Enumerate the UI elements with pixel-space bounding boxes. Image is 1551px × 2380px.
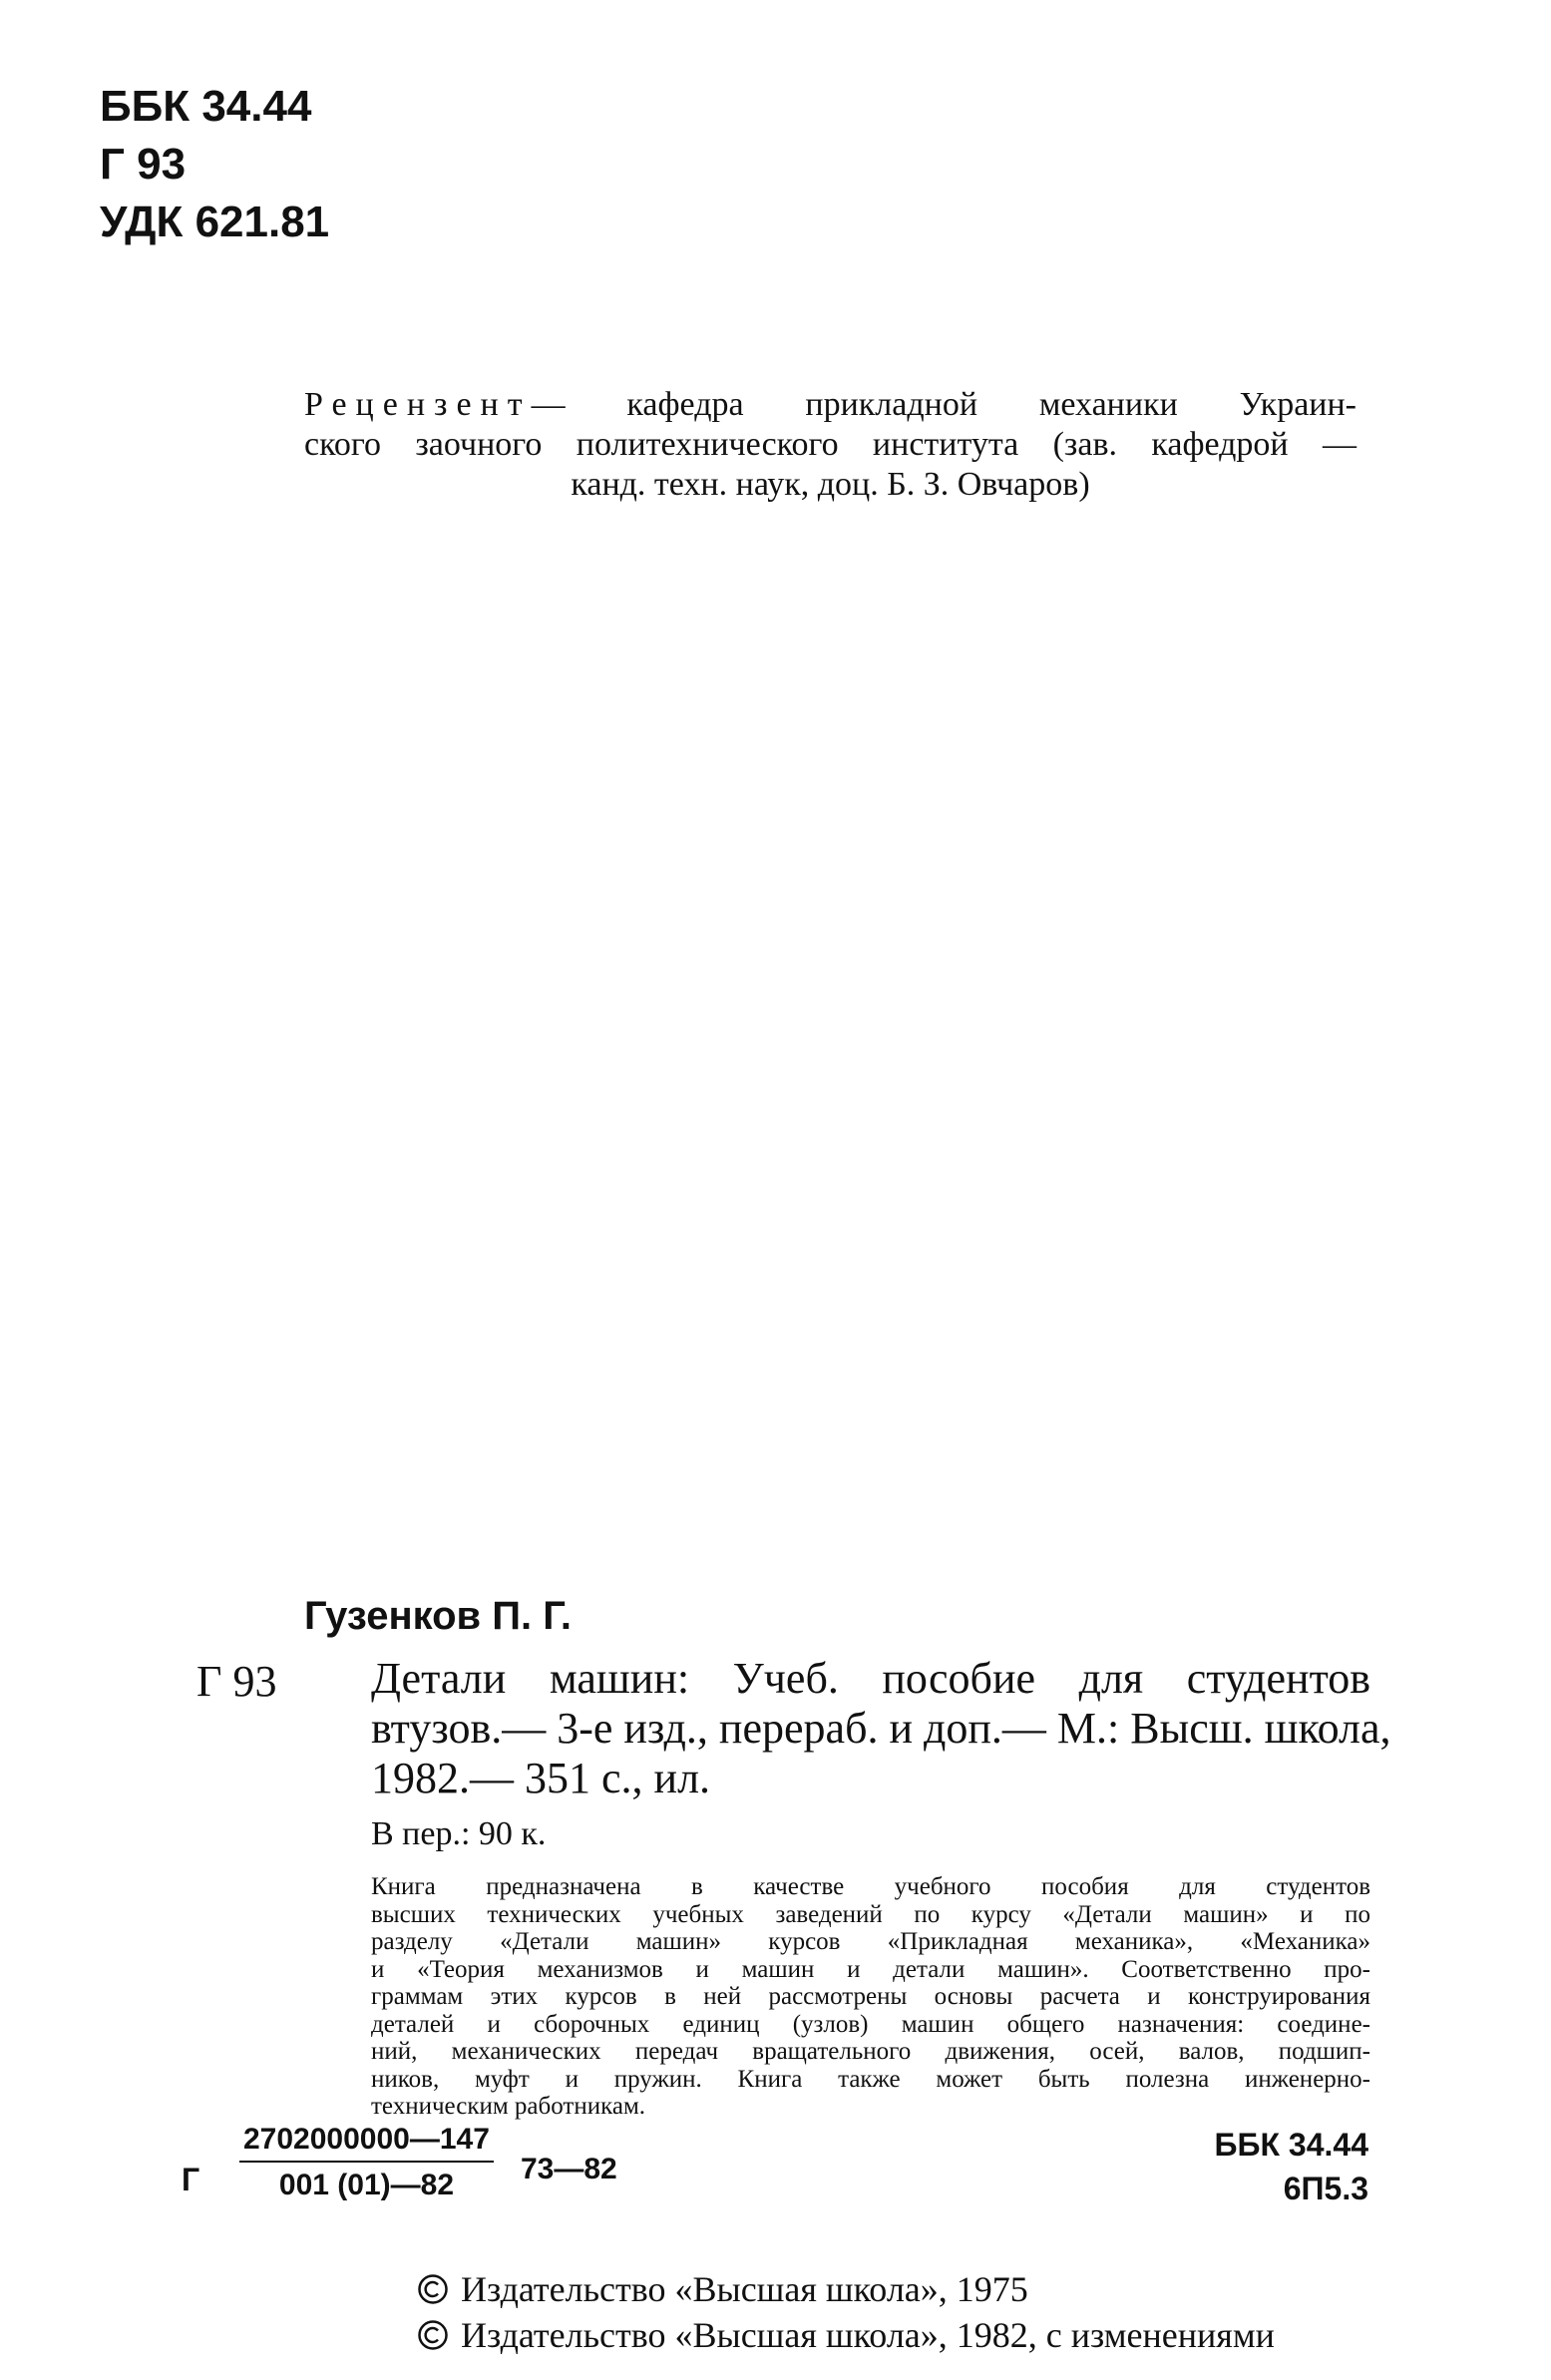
biblio-line-3: 1982.— 351 с., ил.: [371, 1754, 711, 1802]
bibliographic-description: [371, 1654, 1391, 1803]
annotation-line: деталей и сборочных единиц (узлов) машин общего назначения: соедине-: [371, 2010, 1370, 2038]
index-numerator: 2702000000—147: [239, 2123, 494, 2163]
copyright-line-1: Издательство «Высшая школа», 1975: [461, 2269, 1028, 2309]
reviewer-line-3: канд. техн. наук, доц. Б. З. Овчаров): [571, 466, 1090, 503]
annotation-line: Книга предназначена в качестве учебного пособия для студентов: [371, 1873, 1370, 1900]
bbk-right-line-1: ББК 34.44: [1214, 2127, 1368, 2163]
reviewer-note: [304, 385, 1357, 505]
classification-block: [100, 78, 329, 251]
price: В пер.: 90 к.: [371, 1815, 547, 1852]
index-denominator: 001 (01)—82: [278, 2169, 454, 2201]
reviewer-line-1-text: — кафедра прикладной механики Украин-: [531, 386, 1357, 423]
copyright-icon: [417, 2273, 449, 2305]
bbk-code: ББК 34.44: [100, 82, 312, 131]
annotation-line: разделу «Детали машин» курсов «Прикладная механика», «Механика»: [371, 1928, 1370, 1955]
bbk-right-block: [1179, 2123, 1368, 2210]
copyright-row: [417, 2266, 1275, 2312]
copyright-row: [417, 2312, 1275, 2358]
biblio-line-1: Детали машин: Учеб. пособие для студентов: [371, 1654, 1370, 1703]
annotation-line: ников, муфт и пружин. Книга также может быть полезна инженерно-: [371, 2065, 1370, 2093]
bbk-right-line-2: 6П5.3: [1283, 2171, 1368, 2206]
author-mark: Г 93: [100, 140, 187, 189]
author-cipher: Г 93: [196, 1657, 277, 1706]
index-letter: Г: [182, 2162, 200, 2197]
author-name: Гузенков П. Г.: [304, 1594, 573, 1638]
reviewer-label: Рецензент: [304, 386, 532, 423]
annotation-line: граммам этих курсов в ней рассмотрены основы расчета и конструирования: [371, 1983, 1370, 2010]
annotation-line: и «Теория механизмов и машин и детали машин». Соответственно про-: [371, 1955, 1370, 1983]
reviewer-line-1: [304, 385, 1357, 425]
udk-code: УДК 621.81: [100, 198, 330, 246]
index-suffix: 73—82: [521, 2153, 617, 2185]
annotation: [371, 1873, 1370, 2121]
annotation-line: техническим работникам.: [371, 2093, 646, 2120]
copyright-line-2: Издательство «Высшая школа», 1982, с изменениями: [461, 2315, 1275, 2355]
reviewer-line-2: ского заочного политехнического института (зав. кафедрой —: [304, 426, 1357, 463]
biblio-line-2: втузов.— 3-е изд., перераб. и доп.— М.: Высш. школа,: [371, 1704, 1391, 1753]
index-fraction: [239, 2123, 494, 2202]
copyright-block: [417, 2266, 1275, 2358]
annotation-line: ний, механических передач вращательного движения, осей, валов, подшип-: [371, 2038, 1370, 2065]
copyright-icon: [417, 2319, 449, 2351]
annotation-line: высших технических учебных заведений по курсу «Детали машин» и по: [371, 1900, 1370, 1928]
